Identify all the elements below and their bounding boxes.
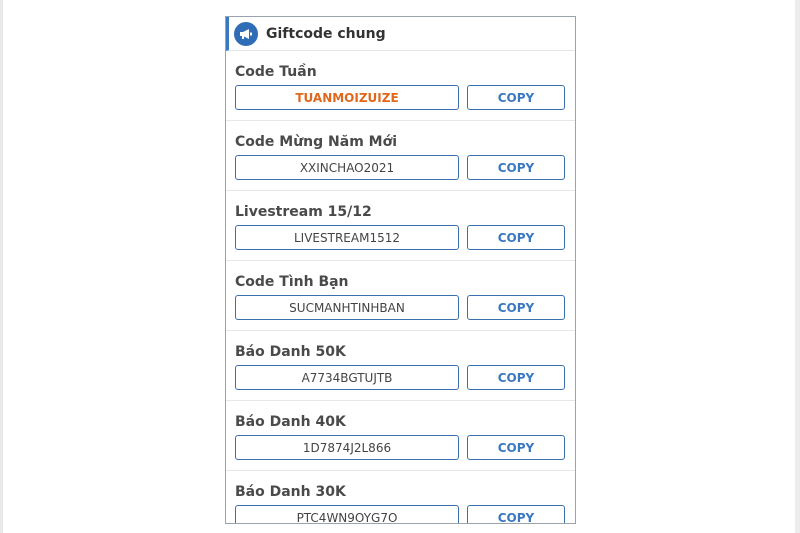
- copy-button[interactable]: COPY: [467, 505, 565, 524]
- code-item: [226, 471, 575, 524]
- copy-button[interactable]: COPY: [467, 155, 565, 180]
- code-title: Báo Danh 30K: [235, 484, 346, 500]
- code-row: [235, 505, 566, 524]
- code-title: Báo Danh 50K: [235, 344, 346, 360]
- right-scroll-edge: [795, 0, 800, 533]
- code-title: Livestream 15/12: [235, 204, 372, 220]
- code-item: [226, 331, 575, 401]
- copy-button[interactable]: COPY: [467, 365, 565, 390]
- code-item: [226, 191, 575, 261]
- panel-header: [226, 17, 575, 51]
- panel-title: Giftcode chung: [266, 25, 386, 42]
- code-value[interactable]: SUCMANHTINHBAN: [235, 295, 459, 320]
- left-scroll-edge: [0, 0, 3, 533]
- copy-button[interactable]: COPY: [467, 295, 565, 320]
- code-title: Báo Danh 40K: [235, 414, 346, 430]
- code-title: Code Tình Bạn: [235, 274, 349, 290]
- code-row: [235, 155, 566, 180]
- code-value[interactable]: PTC4WN9OYG7O: [235, 505, 459, 524]
- code-title: Code Tuần: [235, 64, 317, 80]
- code-row: [235, 435, 566, 460]
- code-value[interactable]: LIVESTREAM1512: [235, 225, 459, 250]
- code-item: [226, 401, 575, 471]
- code-row: [235, 365, 566, 390]
- code-title: Code Mừng Năm Mới: [235, 134, 398, 150]
- code-row: [235, 295, 566, 320]
- copy-button[interactable]: COPY: [467, 435, 565, 460]
- code-item: [226, 51, 575, 121]
- code-item: [226, 261, 575, 331]
- code-value[interactable]: 1D7874J2L866: [235, 435, 459, 460]
- code-item: [226, 121, 575, 191]
- code-value[interactable]: TUANMOIZUIZE: [235, 85, 459, 110]
- copy-button[interactable]: COPY: [467, 85, 565, 110]
- giftcode-panel: [225, 16, 576, 524]
- copy-button[interactable]: COPY: [467, 225, 565, 250]
- code-row: [235, 225, 566, 250]
- code-value[interactable]: XXINCHAO2021: [235, 155, 459, 180]
- code-row: [235, 85, 566, 110]
- megaphone-icon: [234, 22, 258, 46]
- code-value[interactable]: A7734BGTUJTB: [235, 365, 459, 390]
- code-list: [226, 51, 575, 524]
